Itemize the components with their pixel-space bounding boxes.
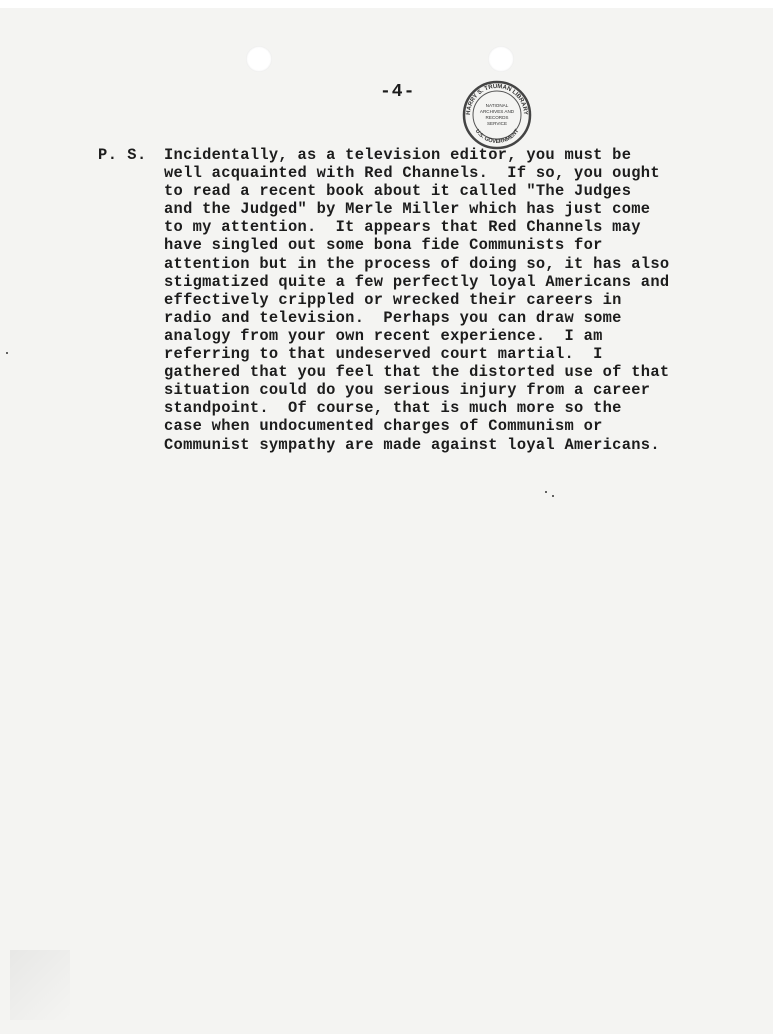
page-corner-shadow bbox=[10, 950, 70, 1020]
postscript-line: case when undocumented charges of Communism or bbox=[164, 417, 603, 436]
postscript-line: and the Judged" by Merle Miller which has just come bbox=[164, 200, 651, 219]
stamp-line-4: SERVICE bbox=[486, 121, 508, 126]
paper-speck bbox=[545, 491, 547, 493]
postscript-line: to my attention. It appears that Red Channels may bbox=[164, 218, 641, 237]
postscript-line: Incidentally, as a television editor, you must be bbox=[164, 146, 632, 164]
postscript-line: referring to that undeserved court martial. I bbox=[164, 345, 603, 364]
postscript-label: P. S. bbox=[98, 146, 147, 164]
punch-hole-right bbox=[488, 46, 514, 72]
postscript-line: radio and television. Perhaps you can draw some bbox=[164, 308, 622, 327]
postscript-line: standpoint. Of course, that is much more so the bbox=[164, 399, 622, 418]
postscript-line: stigmatized quite a few perfectly loyal Americans and bbox=[164, 272, 670, 291]
stamp-top-text: HARRY S. TRUMAN LIBRARY bbox=[465, 83, 529, 116]
postscript-line: have singled out some bona fide Communists for bbox=[164, 236, 603, 255]
stamp-line-1: NATIONAL bbox=[485, 103, 509, 108]
postscript-line: attention but in the process of doing so, it has also bbox=[164, 254, 670, 273]
page-top-edge bbox=[0, 0, 773, 8]
page-number: -4- bbox=[380, 82, 416, 102]
stamp-line-2: ARCHIVES AND bbox=[479, 109, 515, 114]
postscript-line: situation could do you serious injury from a career bbox=[164, 381, 651, 400]
postscript-line: well acquainted with Red Channels. If so, you ought bbox=[164, 164, 660, 183]
postscript-line: effectively crippled or wrecked their careers in bbox=[164, 290, 622, 309]
paper-speck bbox=[552, 495, 554, 497]
postscript-body bbox=[164, 146, 704, 454]
paper-speck bbox=[6, 352, 8, 354]
postscript-line: analogy from your own recent experience. I am bbox=[164, 326, 603, 345]
postscript-line: gathered that you feel that the distorted use of that bbox=[164, 363, 670, 382]
postscript-line: Communist sympathy are made against loyal Americans. bbox=[164, 435, 660, 454]
postscript-line: to read a recent book about it called "The Judges bbox=[164, 182, 632, 201]
punch-hole-left bbox=[246, 46, 272, 72]
archive-stamp bbox=[460, 78, 534, 152]
stamp-bottom-text: U.S. GOVERNMENT bbox=[473, 128, 521, 146]
stamp-line-3: RECORDS bbox=[485, 115, 509, 120]
